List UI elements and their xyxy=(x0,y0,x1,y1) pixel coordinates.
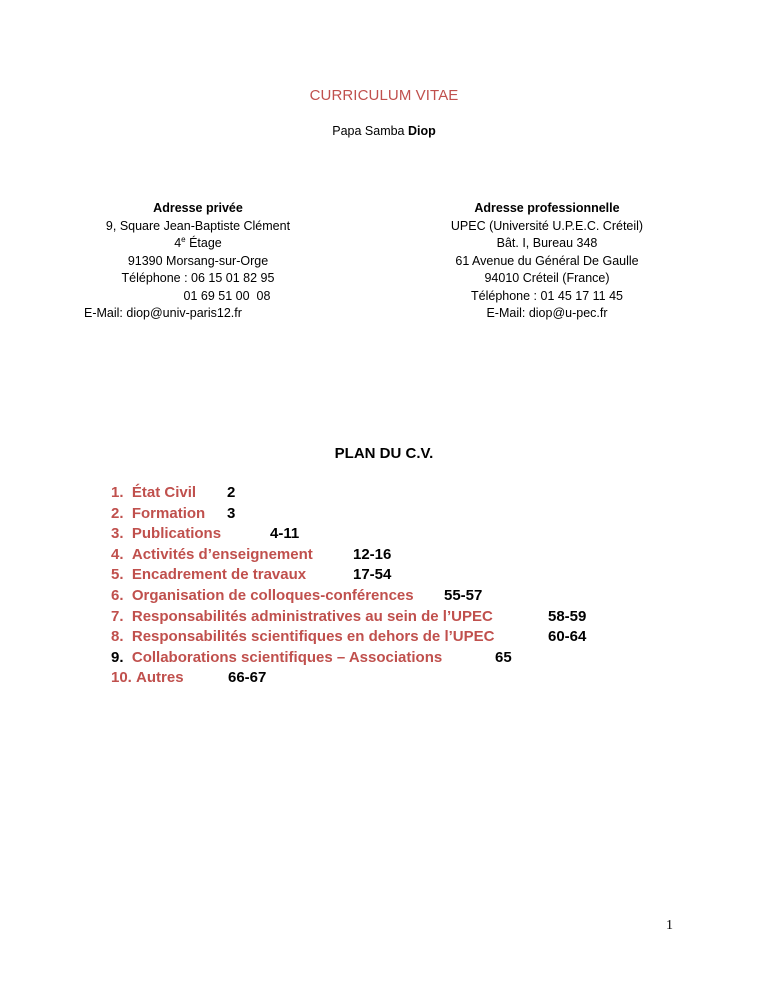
private-address-email: E-Mail: diop@univ-paris12.fr xyxy=(84,306,242,320)
plan-item-pages: 60-64 xyxy=(548,628,587,646)
plan-item-label: Encadrement de travaux xyxy=(131,566,307,584)
professional-address-block xyxy=(414,200,680,323)
plan-item-number: 5. xyxy=(111,566,124,584)
professional-address-street: 61 Avenue du Général De Gaulle xyxy=(455,253,639,268)
plan-item-autres xyxy=(111,668,671,689)
person-last-name: Diop xyxy=(407,124,436,138)
plan-item-colloques xyxy=(111,586,671,607)
plan-item-label: Responsabilités scientifiques en dehors de l’UPEC xyxy=(131,628,495,646)
plan-item-pages: 12-16 xyxy=(353,545,392,563)
plan-item-label: Organisation de colloques-conférences xyxy=(131,586,414,604)
person-first-name: Papa Samba xyxy=(332,124,408,138)
plan-item-number: 9. xyxy=(111,648,124,666)
private-address-city: 91390 Morsang-sur-Orge xyxy=(127,253,269,268)
plan-item-number: 7. xyxy=(111,607,124,625)
plan-item-pages: 55-57 xyxy=(444,586,483,604)
plan-item-label: Responsabilités administratives au sein de l’UPEC xyxy=(131,607,493,625)
floor-superscript: e xyxy=(181,234,186,244)
plan-item-pages: 3 xyxy=(227,504,236,522)
plan-item-collaborations xyxy=(111,648,671,669)
professional-address-institution: UPEC (Université U.P.E.C. Créteil) xyxy=(450,218,644,233)
plan-item-number: 8. xyxy=(111,628,124,646)
plan-item-number: 10. xyxy=(111,669,132,687)
plan-item-pages: 2 xyxy=(227,484,236,501)
floor-number: 4 xyxy=(174,236,182,250)
plan-item-label: Publications xyxy=(131,525,222,543)
private-address-block xyxy=(84,200,312,323)
plan-item-pages: 66-67 xyxy=(228,669,267,687)
plan-item-label: Formation xyxy=(131,504,206,522)
plan-item-publications xyxy=(111,524,671,545)
professional-address-city: 94010 Créteil (France) xyxy=(484,271,610,285)
professional-address-email: E-Mail: diop@u-pec.fr xyxy=(486,306,608,320)
private-address-floor xyxy=(84,235,312,253)
plan-item-number: 6. xyxy=(111,586,124,604)
professional-address-heading: Adresse professionnelle xyxy=(474,201,620,215)
page-number: 1 xyxy=(666,918,673,933)
plan-list xyxy=(111,483,671,689)
plan-item-pages: 4-11 xyxy=(270,525,300,543)
plan-item-label: Activités d’enseignement xyxy=(131,545,313,563)
professional-address-phone: Téléphone : 01 45 17 11 45 xyxy=(471,288,623,303)
plan-item-formation xyxy=(111,504,671,525)
plan-item-number: 1. xyxy=(111,484,124,501)
private-address-heading: Adresse privée xyxy=(153,201,243,215)
plan-item-resp-admin xyxy=(111,607,671,628)
plan-item-number: 3. xyxy=(111,525,124,543)
plan-item-label: Autres xyxy=(136,669,184,687)
private-address-phone: Téléphone : 06 15 01 82 95 xyxy=(121,271,275,285)
plan-item-resp-scientifiques xyxy=(111,627,671,648)
plan-item-encadrement xyxy=(111,565,671,586)
private-address-phone-2: 01 69 51 00 08 xyxy=(183,288,271,303)
plan-title: PLAN DU C.V. xyxy=(334,445,434,462)
professional-address-office: Bât. I, Bureau 348 xyxy=(496,236,598,250)
person-name xyxy=(0,124,768,138)
plan-item-enseignement xyxy=(111,545,671,566)
plan-item-etat-civil xyxy=(111,483,671,504)
plan-item-label: État Civil xyxy=(131,484,197,501)
plan-item-pages: 58-59 xyxy=(548,607,587,625)
floor-label: Étage xyxy=(185,236,222,250)
plan-item-pages: 65 xyxy=(495,648,512,666)
plan-item-number: 4. xyxy=(111,545,124,563)
private-address-street: 9, Square Jean-Baptiste Clément xyxy=(105,218,291,233)
document-title: CURRICULUM VITAE xyxy=(309,87,459,104)
plan-item-label: Collaborations scientifiques – Associations xyxy=(131,648,443,666)
plan-item-pages: 17-54 xyxy=(353,566,392,584)
plan-item-number: 2. xyxy=(111,504,124,522)
